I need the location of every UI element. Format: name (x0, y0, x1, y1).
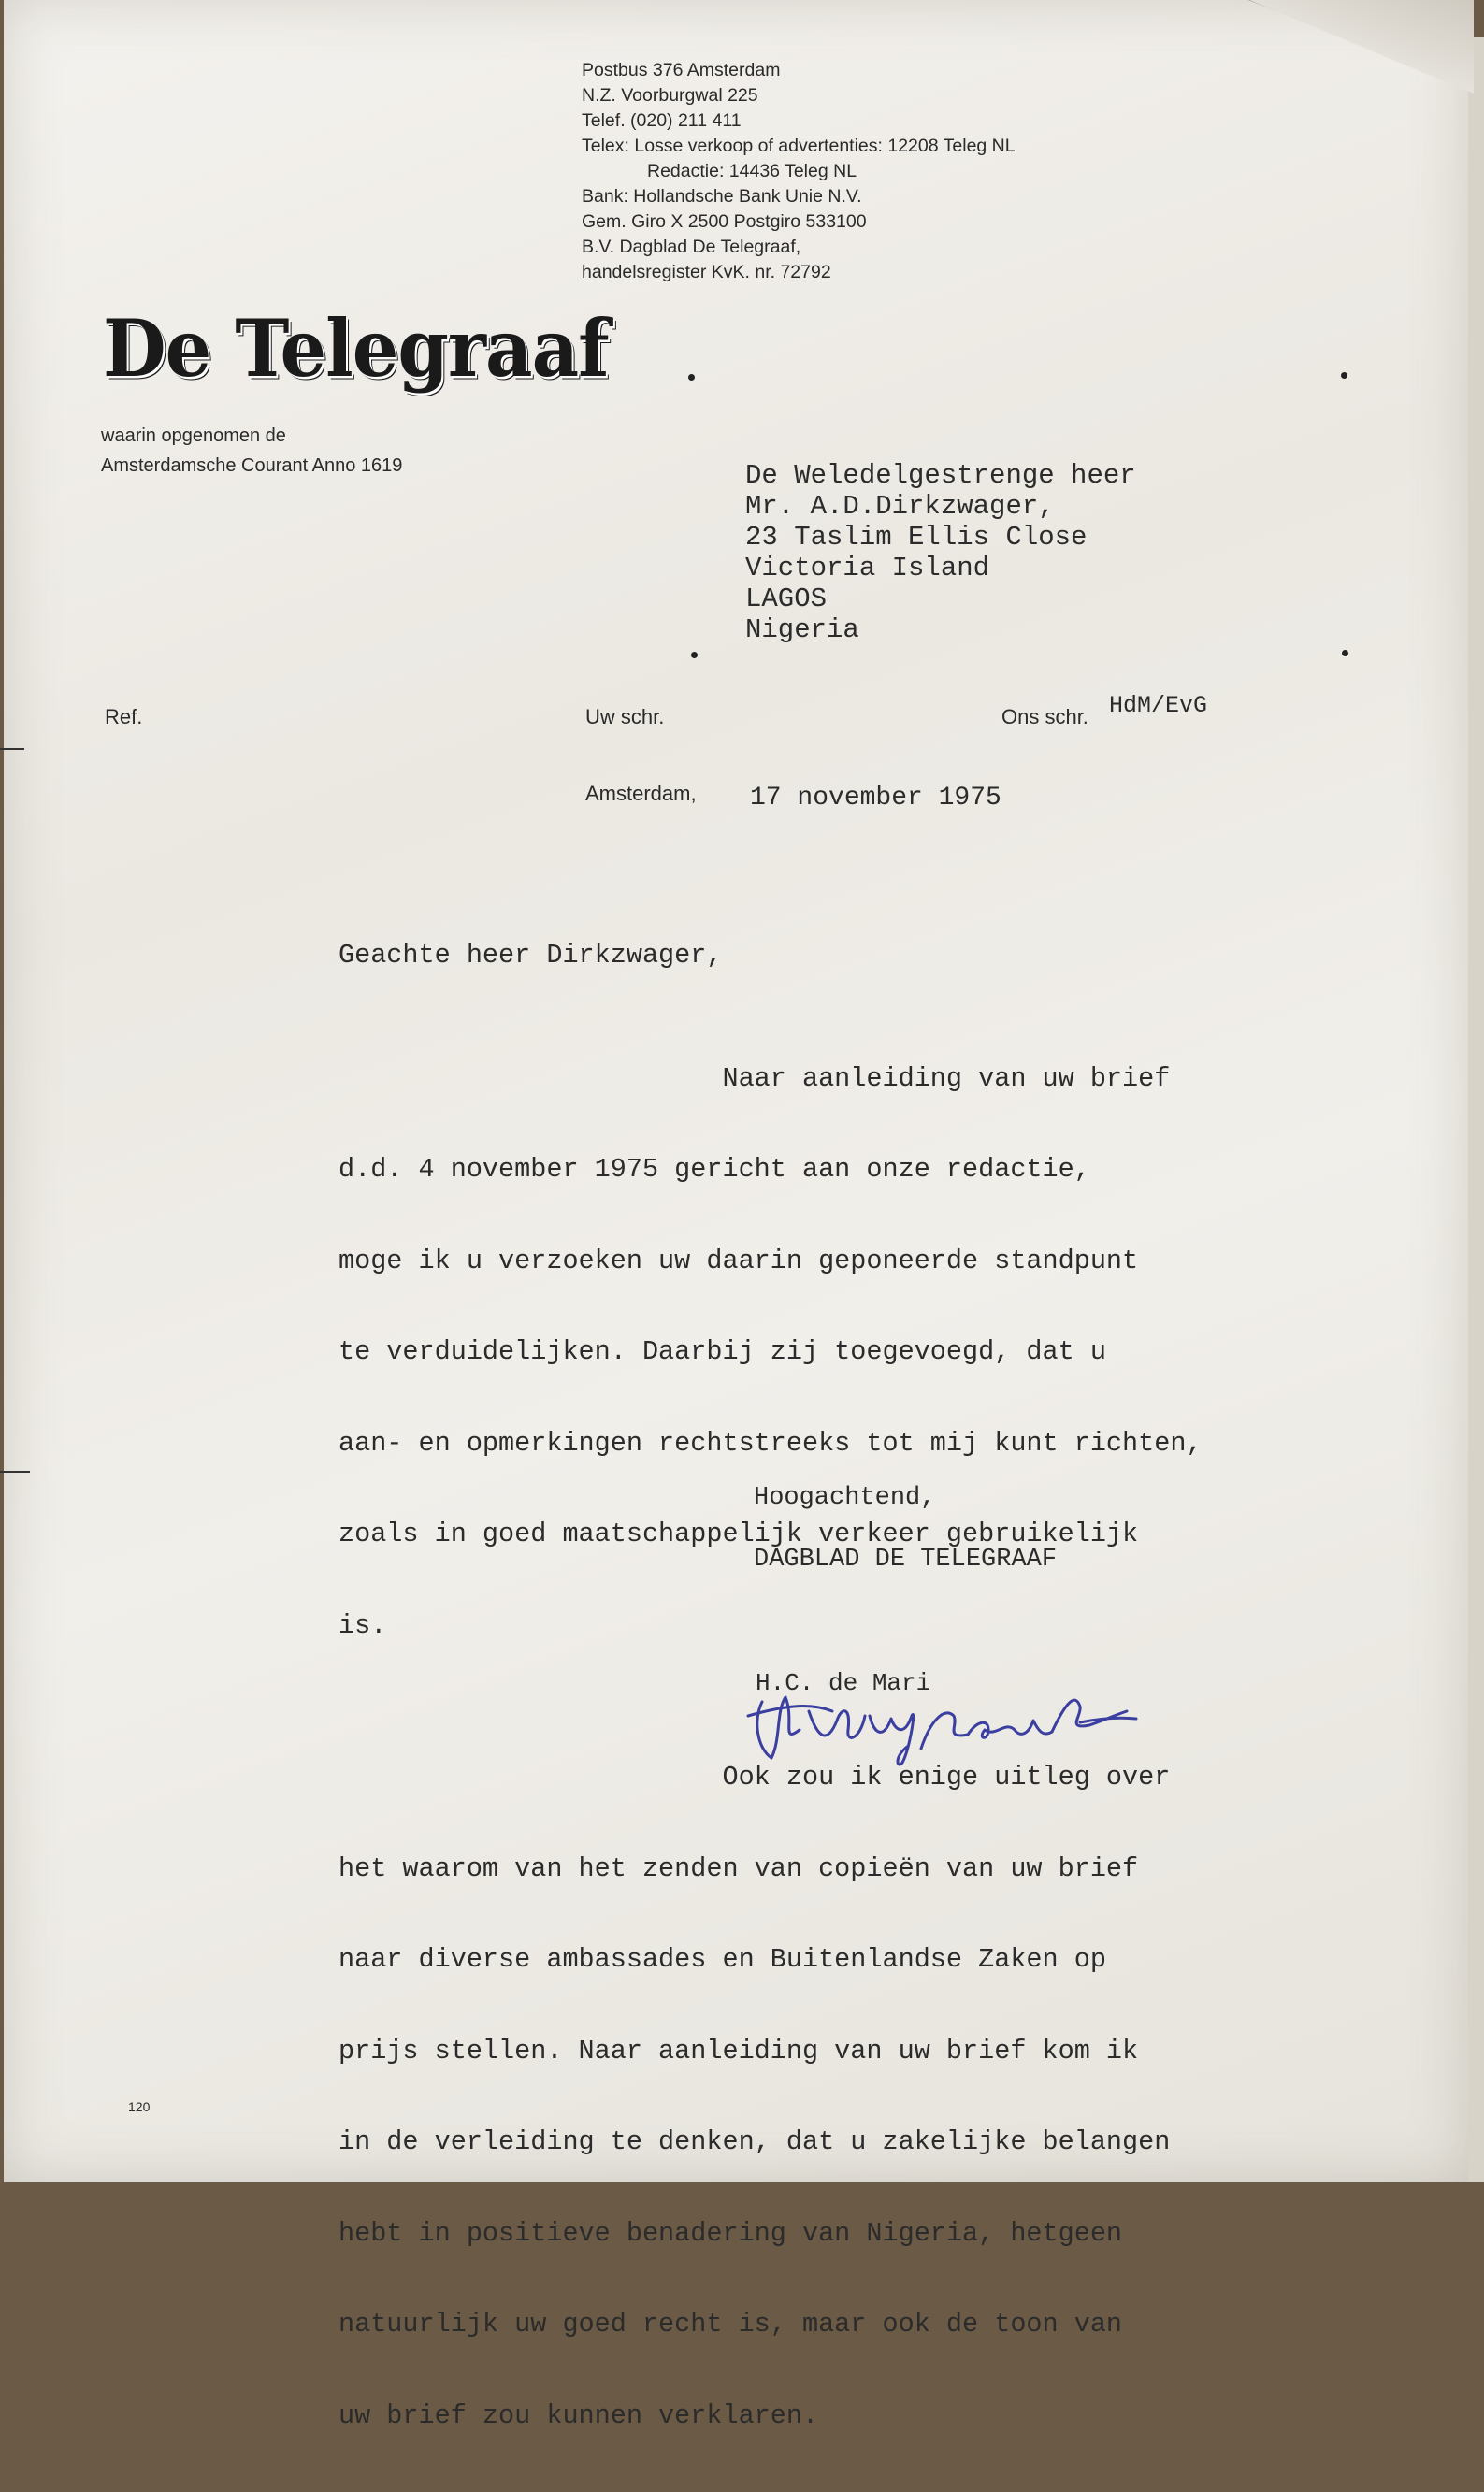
recipient-line: Victoria Island (745, 553, 990, 583)
address-line: Telex: Losse verkoop of advertenties: 12208 Teleg NL (582, 136, 1016, 156)
address-line: handelsregister KvK. nr. 72792 (582, 262, 831, 282)
body-line: natuurlijk uw goed recht is, maar ook de toon van (339, 2309, 1123, 2340)
paragraph-2 (339, 1702, 1386, 2492)
address-line: Bank: Hollandsche Bank Unie N.V. (582, 186, 862, 207)
body-line: Naar aanleiding van uw brief (339, 1062, 1171, 1094)
tagline-line: Amsterdamsche Courant Anno 1619 (101, 455, 403, 476)
address-line: Gem. Giro X 2500 Postgiro 533100 (582, 211, 867, 232)
tagline-line: waarin opgenomen de (101, 425, 286, 446)
paragraph-1 (339, 1003, 1386, 1703)
window-mark-dot (1341, 372, 1347, 379)
closing-organization: DAGBLAD DE TELEGRAAF (754, 1546, 1058, 1574)
date-place: Amsterdam, (585, 782, 697, 805)
letter-date: 17 november 1975 (750, 784, 1001, 813)
page-number: 120 (128, 2099, 151, 2114)
body-line: moge ik u verzoeken uw daarin geponeerde standpunt (339, 1245, 1139, 1276)
body-line: naar diverse ambassades en Buitenlandse Zaken op (339, 1944, 1106, 1975)
address-line: Postbus 376 Amsterdam (582, 60, 781, 80)
window-mark-dot (688, 374, 695, 381)
body-line: hebt in positieve benadering van Nigeria, hetgeen (339, 2217, 1123, 2249)
body-line: is. (339, 1609, 387, 1641)
body-line: Ook zou ik enige uitleg over (339, 1762, 1171, 1793)
address-line: Telef. (020) 211 411 (582, 110, 742, 131)
ref-label: Ref. (105, 705, 143, 728)
uw-schr-label: Uw schr. (585, 705, 665, 728)
signer-name: H.C. de Mari (756, 1669, 931, 1697)
ons-schr-label: Ons schr. (1001, 705, 1088, 728)
recipient-line: LAGOS (745, 583, 828, 614)
recipient-line: Mr. A.D.Dirkzwager, (745, 491, 1055, 522)
recipient-line: De Weledelgestrenge heer (745, 460, 1136, 491)
recipient-line: Nigeria (745, 614, 859, 645)
body-line: d.d. 4 november 1975 gericht aan onze redactie, (339, 1154, 1090, 1185)
closing-block (754, 1483, 1057, 1576)
fold-mark (0, 1471, 30, 1473)
logo-tagline (101, 421, 402, 481)
address-line: N.Z. Voorburgwal 225 (582, 85, 758, 106)
body-line: zoals in goed maatschappelijk verkeer gebruikelijk (339, 1519, 1139, 1549)
letterhead-address (582, 58, 1016, 285)
body-line: het waarom van het zenden van copieën van uw brief (339, 1852, 1139, 1884)
window-mark-dot (1342, 650, 1348, 656)
closing-greeting: Hoogachtend, (754, 1484, 936, 1512)
ons-schr-value: HdM/EvG (1109, 692, 1208, 719)
salutation: Geachte heer Dirkzwager, (339, 940, 723, 971)
fold-mark (0, 748, 24, 750)
handwritten-signature (743, 1664, 1155, 1777)
body-line: uw brief zou kunnen verklaren. (339, 2399, 819, 2431)
address-line: Redactie: 14436 Teleg NL (647, 161, 857, 181)
body-line: te verduidelijken. Daarbij zij toegevoegd, dat u (339, 1336, 1106, 1367)
address-line: B.V. Dagblad De Telegraaf, (582, 237, 801, 257)
newspaper-logo: De Telegraaf (103, 303, 609, 396)
body-line: aan- en opmerkingen rechtstreeks tot mij kunt richten, (339, 1427, 1203, 1459)
body-line: in de verleiding te denken, dat u zakelijke belangen (339, 2126, 1171, 2157)
recipient-address (745, 460, 1136, 645)
recipient-line: 23 Taslim Ellis Close (745, 522, 1088, 553)
body-line: prijs stellen. Naar aanleiding van uw brief kom ik (339, 2035, 1139, 2067)
window-mark-dot (691, 652, 698, 658)
